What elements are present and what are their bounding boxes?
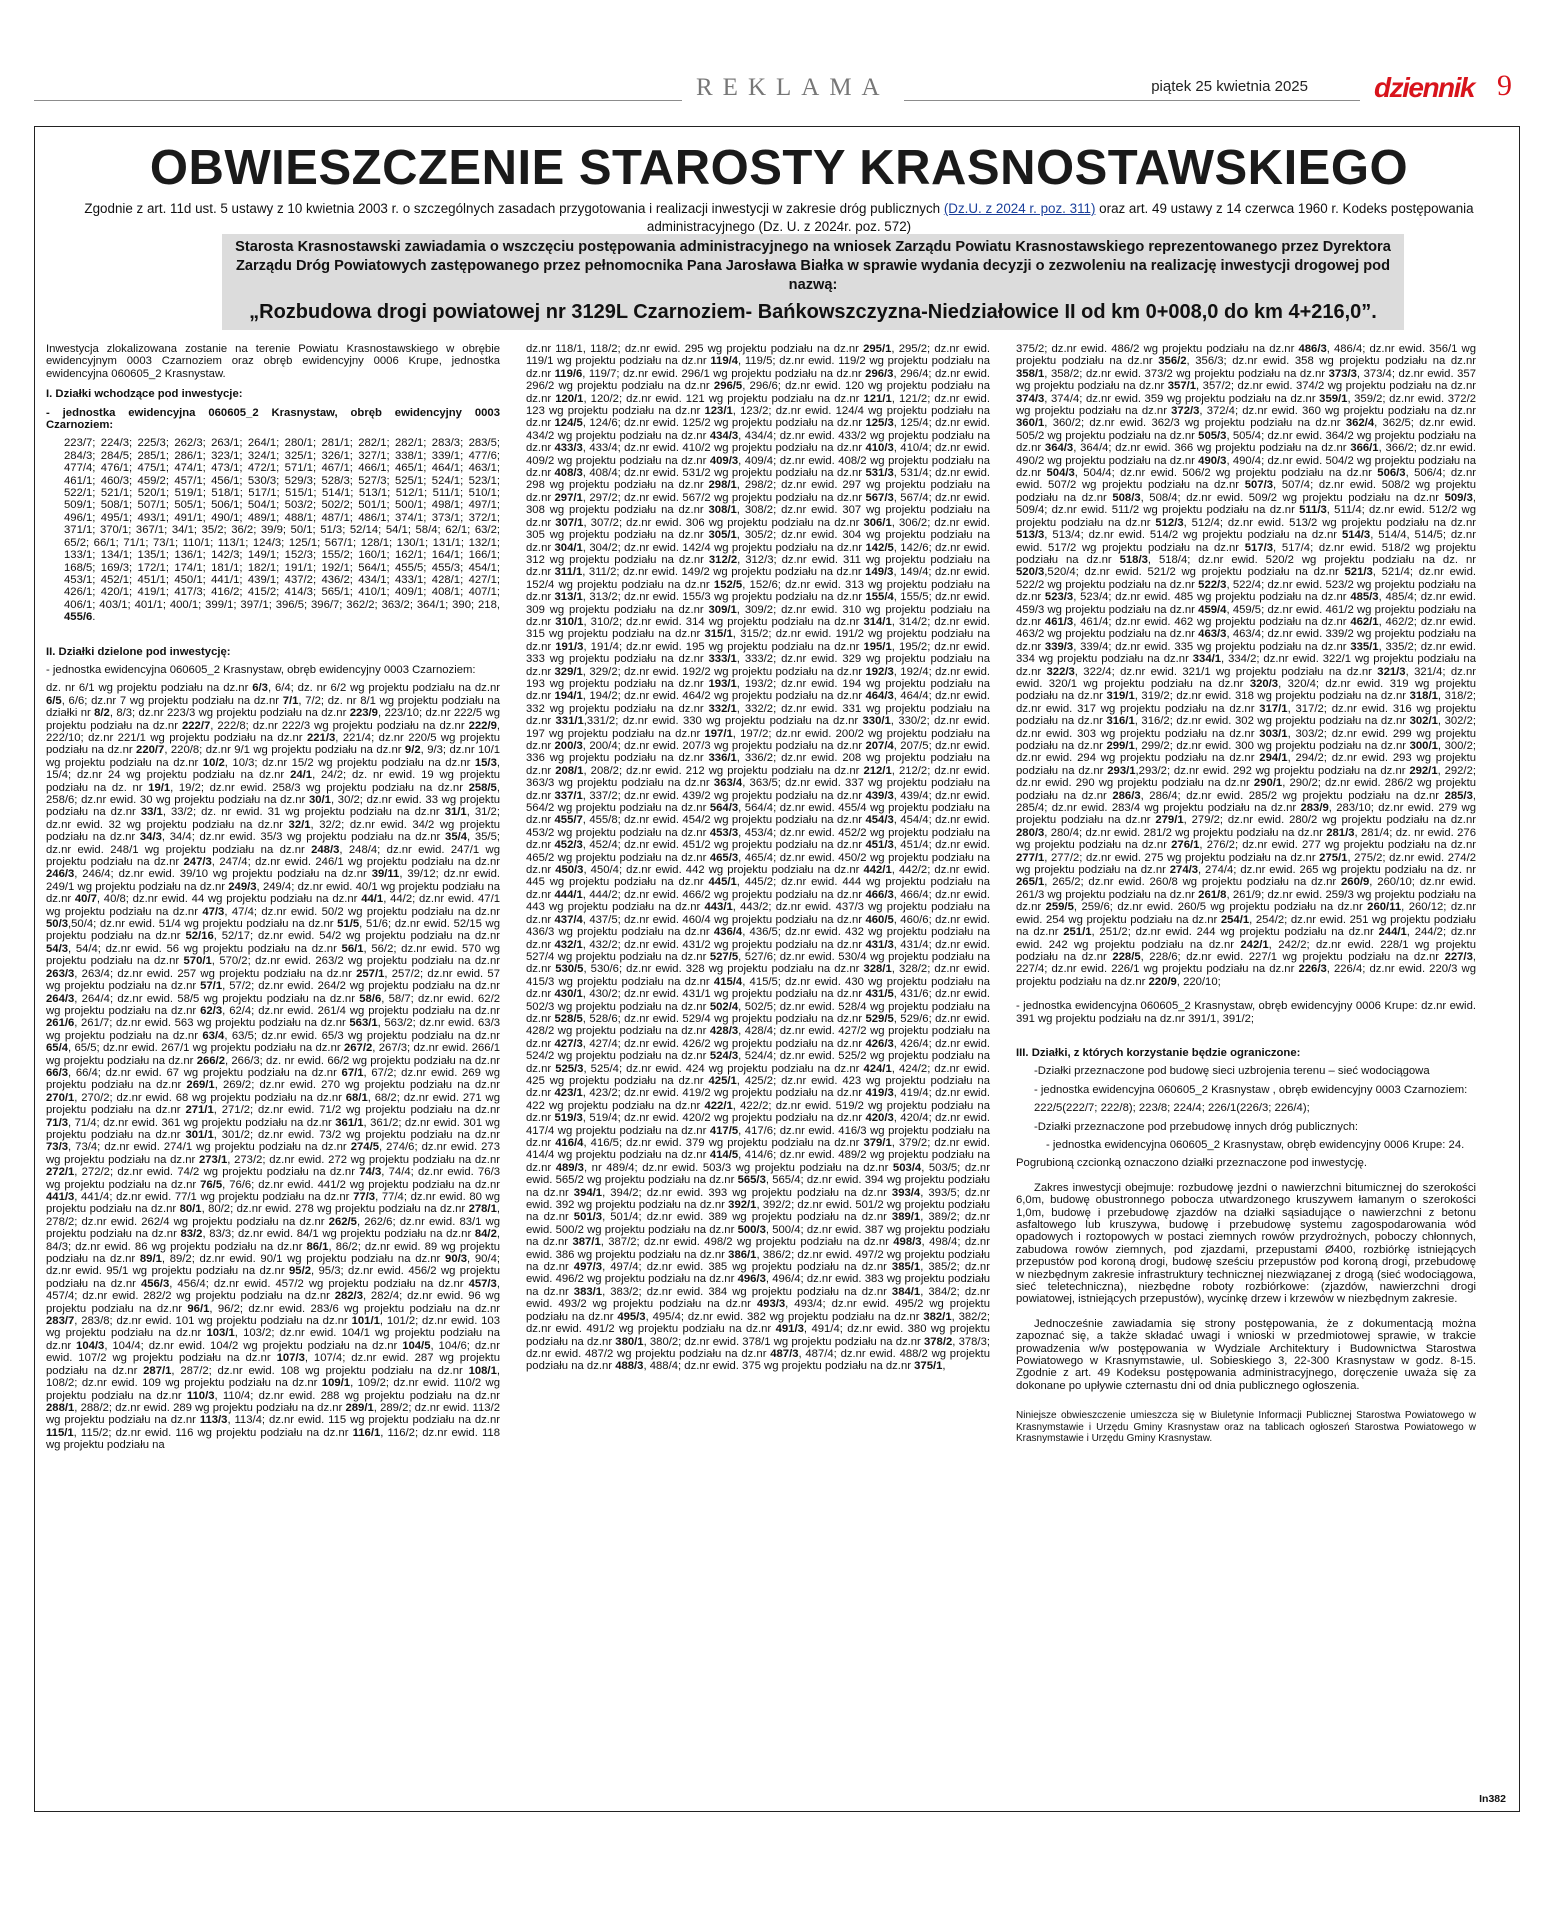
- section-label: REKLAMA: [682, 74, 904, 102]
- announcement-lead: Starosta Krasnostawski zawiadamia o wszczęciu postępowania administracyjnego na wniosek Zarządu Powiatu Krasnostawskiego reprezentowanego przez Dyrektora Zarządu Dróg Powiatowych zastępowanego przez pełnomocnika Pana Jarosława Białka w sprawie wydania decyzji o zezwoleniu na realizację inwestycji drogowej pod nazwą:: [235, 239, 1391, 293]
- announcement-box: [222, 234, 1404, 330]
- division-list-2: dz.nr 118/1, 118/2; dz.nr ewid. 295 wg projektu podziału na dz.nr 295/1, 295/2; dz.nr ewid. 119/1 wg projektu podziału na dz.nr 119/4, 119/5; dz.nr ewid. 119/2 wg projektu podziału na dz.nr 119/6, 119/7; dz.nr ewid. 296/1 wg projektu podziału na dz.nr 296/3, 296/4; dz.nr ewid. 296/2 wg projektu podziału na dz.nr 296/5, 296/6; dz.nr ewid. 120 wg projektu podziału na dz.nr 120/1, 120/2; dz.nr ewid. 121 wg projektu podziału na dz.nr 121/1, 121/2; dz.nr ewid. 123 wg projektu podziału na dz.nr 123/1, 123/2; dz.nr ewid. 124/4 wg projektu podziału na dz.nr 124/5, 124/6; dz.nr ewid. 125/2 wg projektu podziału na dz.nr 125/3, 125/4; dz.nr ewid. 434/2 wg projektu podziału na dz.nr 434/3, 434/4; dz.nr ewid. 433/2 wg projektu podziału na dz.nr 433/3, 433/4; dz.nr ewid. 410/2 wg projektu podziału na dz.nr 410/3, 410/4; dz.nr ewid. 409/2 wg projektu podziału na dz.nr 409/3, 409/4; dz.nr ewid. 408/2 wg projektu podziału na dz.nr 408/3, 408/4; dz.nr ewid. 531/2 wg projektu podziału na dz.nr 531/3, 531/4; dz.nr ewid. 298 wg projektu podziału na dz.nr 298/1, 298/2; dz.nr ewid. 297 wg projektu podziału na dz.nr 297/1, 297/2; dz.nr ewid. 567/2 wg projektu podziału na dz.nr 567/3, 567/4; dz.nr ewid. 308 wg projektu podziału na dz.nr 308/1, 308/2; dz.nr ewid. 307 wg projektu podziału na dz.nr 307/1, 307/2; dz.nr ewid. 306 wg projektu podziału na dz.nr 306/1, 306/2; dz.nr ewid. 305 wg projektu podziału na dz.nr 305/1, 305/2; dz.nr ewid. 304 wg projektu podziału na dz.nr 304/1, 304/2; dz.nr ewid. 142/4 wg projektu podziału na dz.nr 142/5, 142/6; dz.nr ewid. 312 wg projektu podziału na dz.nr 312/2, 312/3; dz.nr ewid. 311 wg projektu podziału na dz.nr 311/1, 311/2; dz.nr ewid. 149/2 wg projektu podziału na dz.nr 149/3, 149/4; dz.nr ewid. 152/4 wg projektu podziału na dz.nr 152/5, 152/6; dz.nr ewid. 313 wg projektu podziału na dz.nr 313/1, 313/2; dz.nr ewid. 155/3 wg projektu podziału na dz.nr 155/4, 155/5; dz.nr ewid. 309 wg projektu podziału na dz.nr 309/1, 309/2; dz.nr ewid. 310 wg projektu podziału na dz.nr 310/1, 310/2; dz.nr ewid. 314 wg projektu podziału na dz.nr 314/1, 314/2; dz.nr ewid. 315 wg projektu podziału na dz.nr 315/1, 315/2; dz.nr ewid. 191/2 wg projektu podziału na dz.nr 191/3, 191/4; dz.nr ewid. 195 wg projektu podziału na dz.nr 195/1, 195/2; dz.nr ewid. 333 wg projektu podziału na dz.nr 333/1, 333/2; dz.nr ewid. 329 wg projektu podziału na dz.nr 329/1, 329/2; dz.nr ewid. 192/2 wg projektu podziału na dz.nr 192/3, 192/4; dz.nr ewid. 193 wg projektu podziału na dz.nr 193/1, 193/2; dz.nr ewid. 194 wg projektu podziału na dz.nr 194/1, 194/2; dz.nr ewid. 464/2 wg projektu podziału na dz.nr 464/3, 464/4; dz.nr ewid. 332 wg projektu podziału na dz.nr 332/1, 332/2; dz.nr ewid. 331 wg projektu podziału na dz.nr 331/1,331/2; dz.nr ewid. 330 wg projektu podziału na dz.nr 330/1, 330/2; dz.nr ewid. 197 wg projektu podziału na dz.nr 197/1, 197/2; dz.nr ewid. 200/2 wg projektu podziału na dz.nr 200/3, 200/4; dz.nr ewid. 207/3 wg projektu podziału na dz.nr 207/4, 207/5; dz.nr ewid. 336 wg projektu podziału na dz.nr 336/1, 336/2; dz.nr ewid. 208 wg projektu podziału na dz.nr 208/1, 208/2; dz.nr ewid. 212 wg projektu podziału na dz.nr 212/1, 212/2; dz.nr ewid. 363/3 wg projektu podziału na dz.nr 363/4, 363/5; dz.nr ewid. 337 wg projektu podziału na dz.nr 337/1, 337/2; dz.nr ewid. 439/2 wg projektu podziału na dz.nr 439/3, 439/4; dz.nr ewid. 564/2 wg projektu podziału na dz.nr 564/3, 564/4; dz.nr ewid. 455/4 wg projektu podziału na dz.nr 455/7, 455/8; dz.nr ewid. 454/2 wg projektu podziału na dz.nr 454/3, 454/4; dz.nr ewid. 453/2 wg projektu podziału na dz.nr 453/3, 453/4; dz.nr ewid. 452/2 wg projektu podziału na dz.nr 452/3, 452/4; dz.nr ewid. 451/2 wg projektu podziału na dz.nr 451/3, 451/4; dz.nr ewid. 465/2 wg projektu podziału na dz.nr 465/3, 465/4; dz.nr ewid. 450/2 wg projektu podziału na dz.nr 450/3, 450/4; dz.nr ewid. 442 wg projektu podziału na dz.nr 442/1, 442/2; dz.nr ewid. 445 wg projektu podziału na dz.nr 445/1, 445/2; dz.nr ewid. 444 wg projektu podziału na dz.nr 444/1, 444/2; dz.nr ewid. 466/2 wg projektu podziału na dz.nr 466/3, 466/4; dz.nr ewid. 443 wg projektu podziału na dz.nr 443/1, 443/2; dz.nr ewid. 437/3 wg projektu podziału na dz.nr 437/4, 437/5; dz.nr ewid. 460/4 wg projektu podziału na dz.nr 460/5, 460/6; dz.nr ewid. 436/3 wg projektu podziału na dz.nr 436/4, 436/5; dz.nr ewid. 432 wg projektu podziału na dz.nr 432/1, 432/2; dz.nr ewid. 431/2 wg projektu podziału na dz.nr 431/3, 431/4; dz.nr ewid. 527/4 wg projektu podziału na dz.nr 527/5, 527/6; dz.nr ewid. 530/4 wg projektu podziału na dz.nr 530/5, 530/6; dz.nr ewid. 328 wg projektu podziału na dz.nr 328/1, 328/2; dz.nr ewid. 415/3 wg projektu podziału na dz.nr 415/4, 415/5; dz.nr ewid. 430 wg projektu podziału na dz.nr 430/1, 430/2; dz.nr ewid. 431/1 wg projektu podziału na dz.nr 431/5, 431/6; dz.nr ewid. 502/3 wg projektu podziału na dz.nr 502/4, 502/5; dz.nr ewid. 528/4 wg projektu podziału na dz.nr 528/5, 528/6; dz.nr ewid. 529/4 wg projektu podziału na dz.nr 529/5, 529/6; dz.nr ewid. 428/2 wg projektu podziału na dz.nr 428/3, 428/4; dz.nr ewid. 427/2 wg projektu podziału na dz.nr 427/3, 427/4; dz.nr ewid. 426/2 wg projektu podziału na dz.nr 426/3, 426/4; dz.nr ewid. 524/2 wg projektu podziału na dz.nr 524/3, 524/4; dz.nr ewid. 525/2 wg projektu podziału na dz.nr 525/3, 525/4; dz.nr ewid. 424 wg projektu podziału na dz.nr 424/1, 424/2; dz.nr ewid. 425 wg projektu podziału na dz.nr 425/1, 425/2; dz.nr ewid. 423 wg projektu podziału na dz.nr 423/1, 423/2; dz.nr ewid. 419/2 wg projektu podziału na dz.nr 419/3, 419/4; dz.nr ewid. 422 wg projektu podziału na dz.nr 422/1, 422/2; dz.nr ewid. 519/2 wg projektu podziału na dz.nr 519/3, 519/4; dz.nr ewid. 420/2 wg projektu podziału na dz.nr 420/3, 420/4; dz.nr ewid. 417/4 wg projektu podziału na dz.nr 417/5, 417/6; dz.nr ewid. 416/3 wg projektu podziału na dz.nr 416/4, 416/5; dz.nr ewid. 379 wg projektu podziału na dz.nr 379/1, 379/2; dz.nr ewid. 414/4 wg projektu podziału na dz.nr 414/5, 414/6; dz.nr ewid. 489/2 wg projektu podziału na dz.nr 489/3, nr 489/4; dz.nr ewid. 503/3 wg projektu podziału na dz.nr 503/4, 503/5; dz.nr ewid. 565/2 wg projektu podziału na dz.nr 565/3, 565/4; dz.nr ewid. 394 wg projektu podziału na dz.nr 394/1, 394/2; dz.nr ewid. 393 wg projektu podziału na dz.nr 393/4, 393/5; dz.nr ewid. 392 wg projektu podziału na dz.nr 392/1, 392/2; dz.nr ewid. 501/2 wg projektu podziału na dz.nr 501/3, 501/4; dz.nr ewid. 389 wg projektu podziału na dz.nr 389/1, 389/2; dz.nr ewid. 500/2 wg projektu podziału na dz.nr 500/3, 500/4; dz.nr ewid. 387 wg projektu podziału na dz.nr 387/1, 387/2; dz.nr ewid. 498/2 wg projektu podziału na dz.nr 498/3, 498/4; dz.nr ewid. 386 wg projektu podziału na dz.nr 386/1, 386/2; dz.nr ewid. 497/2 wg projektu podziału na dz.nr 497/3, 497/4; dz.nr ewid. 385 wg projektu podziału na dz.nr 385/1, 385/2; dz.nr ewid. 496/2 wg projektu podziału na dz.nr 496/3, 496/4; dz.nr ewid. 383 wg projektu podziału na dz.nr 383/1, 383/2; dz.nr ewid. 384 wg projektu podziału na dz.nr 384/1, 384/2; dz.nr ewid. 493/2 wg projektu podziału na dz.nr 493/3, 493/4; dz.nr ewid. 495/2 wg projektu podziału na dz.nr 495/3, 495/4; dz.nr ewid. 382 wg projektu podziału na dz.nr 382/1, 382/2; dz.nr ewid. 491/2 wg projektu podziału na dz.nr 491/3, 491/4; dz.nr ewid. 380 wg projektu podziału na dz.nr 380/1, 380/2; dz.nr ewid. 378/1 wg projektu podziału na dz.nr 378/2, 378/3; dz.nr ewid. 487/2 wg projektu podziału na dz.nr 487/3, 487/4; dz.nr ewid. 488/2 wg projektu podziału na dz.nr 488/3, 488/4; dz.nr ewid. 375 wg projektu podziału na dz.nr 375/1,: [526, 343, 991, 1373]
- page-header: [34, 70, 1520, 116]
- notify-paragraph: Jednocześnie zawiadamia się strony postępowania, że z dokumentacją można zapoznać się, a także składać uwagi i wnioski w przedmiotowej sprawie, w trakcie prowadzenia w/w postępowania w Wydziale Architektury i Budownictwa Starostwa Powiatowego w Krasnymstawie, ul. Sobieskiego 3, 22-300 Krasnystaw w godz. 8-15. Zgodnie z art. 49 Kodeksu postępowania administracyjnego, doręczenie uważa się za dokonane po upływie czternastu dni od dnia publicznego ogłoszenia.: [1016, 1317, 1476, 1392]
- parcel-list-end: .: [92, 611, 96, 624]
- intro-paragraph: Inwestycja zlokalizowana zostanie na terenie Powiatu Krasnostawskiego w obrębie ewidencyjnym 0003 Czarnoziem oraz obręb ewidencyjny 0006 Krupe, jednostka ewidencyjna 060605_2 Krasnystaw.: [46, 343, 500, 380]
- section-1-parcels: [46, 437, 500, 623]
- section-1-heading: I. Działki wchodzące pod inwestycje:: [46, 388, 243, 401]
- column-3: [1016, 343, 1476, 1445]
- legal-basis: [64, 200, 1494, 236]
- section-3-parcels: 222/5(222/7; 222/8); 223/8; 224/4; 226/1(226/3; 226/4);: [1034, 1102, 1310, 1115]
- section-3-heading: III. Działki, z których korzystanie będzie ograniczone:: [1016, 1046, 1301, 1059]
- legal-basis-text-2: oraz art. 49 ustawy z 14 czerwca 1960 r. Kodeks postępowania administracyjnego (Dz. U. z 2024r. poz. 572): [646, 201, 1474, 234]
- page-number: 9: [1497, 69, 1512, 102]
- section-1-unit: - jednostka ewidencyjna 060605_2 Krasnystaw, obręb ewidencyjny 0003 Czarnoziem:: [46, 406, 500, 432]
- section-2-unit: - jednostka ewidencyjna 060605_2 Krasnystaw, obręb ewidencyjny 0003 Czarnoziem:: [46, 663, 476, 676]
- bold-note: Pogrubioną czcionką oznaczono działki przeznaczone pod inwestycję.: [1016, 1157, 1368, 1170]
- section-3-unit: - jednostka ewidencyjna 060605_2 Krasnystaw , obręb ewidencyjny 0003 Czarnoziem:: [1034, 1083, 1468, 1096]
- investment-name: „Rozbudowa drogi powiatowej nr 3129L Czarnoziem- Bańkowszczyzna-Niedziałowice II od km 0+008,0 do km 4+216,0”.: [249, 301, 1377, 323]
- publication-note: Niniejsze obwieszczenie umieszcza się w Biuletynie Informacji Publicznej Starostwa Powiatowego w Krasnymstawie i Urzędu Gminy Krasnystaw oraz na tablicach ogłoszeń Starostwa Powiatowego w Krasnymstawie i Urzędu Gminy Krasnystaw.: [1016, 1410, 1476, 1445]
- legal-basis-link[interactable]: (Dz.U. z 2024 r. poz. 311): [943, 201, 1096, 216]
- section-3-krupe: - jednostka ewidencyjna 060605_2 Krasnystaw, obręb ewidencyjny 0006 Krupe: 24.: [1046, 1138, 1465, 1151]
- newspaper-logo: dziennik: [1373, 72, 1474, 103]
- scope-paragraph: Zakres inwestycji obejmuje: rozbudowę jezdni o nawierzchni bitumicznej do szerokości 6,0m, budowę obustronnego pobocza utwardzonego kruszywem łamanym o szerokości 1,0m, budowę i przebudowę zjazdów na działki sąsiadujące o nawierzchni z betonu asfaltowego lub kruszywa, budowę i przebudowę systemu zagospodarowania wód opadowych i roztopowych w postaci ziemnych rowów przydrożnych, poboczy chłonnych, zabudowa rowów ziemnych, pod zjazdami, przepustami Ø400, rozbiórkę istniejących przepustów pod koroną drogi, budowę sześciu przepustów pod koroną drogi, przebudowę w niezbędnym zakresie infrastruktury technicznej niezwiązanej z drogą (sieć wodociągowa, sieć teletechniczna), niezbędne roboty rozbiórkowe: (zjazdów, nawierzchni drogi powiatowej, istniejących przepustów), wycinkę drzew i krzewów w niezbędnym zakresie.: [1016, 1181, 1476, 1306]
- column-1: [46, 343, 500, 1452]
- section-3-water: -Działki przeznaczone pod budowę sieci uzbrojenia terenu – sieć wodociągowa: [1034, 1065, 1430, 1078]
- issue-date: piątek 25 kwietnia 2025: [1151, 78, 1308, 95]
- column-2: [526, 343, 990, 1373]
- section-2-heading: II. Działki dzielone pod inwestycję:: [46, 645, 231, 658]
- parcel-list: 223/7; 224/3; 225/3; 262/3; 263/1; 264/1; 280/1; 281/1; 282/1; 282/1; 283/3; 283/5; 284/3; 284/5; 285/1; 286/1; 323/1; 324/1; 325/1; 326/1; 327/1; 338/1; 339/1; 477/6; 477/4; 476/1; 475/1; 474/1; 473/1; 472/1; 571/1; 467/1; 466/1; 465/1; 464/1; 463/1; 461/1; 460/3; 459/2; 457/1; 456/1; 530/3; 529/3; 528/3; 527/3; 525/1; 524/1; 523/1; 522/1; 521/1; 520/1; 519/1; 518/1; 517/1; 515/1; 514/1; 513/1; 512/1; 511/1; 510/1; 509/1; 508/1; 507/1; 505/1; 506/1; 504/1; 503/2; 502/2; 501/1; 500/1; 498/1; 497/1; 496/1; 495/1; 493/1; 491/1; 490/1; 489/1; 488/1; 487/1; 486/1; 374/1; 373/1; 372/1; 371/1; 370/1; 367/1; 34/1; 35/2; 36/2; 39/9; 50/1; 51/3; 52/14; 54/1; 58/4; 62/1; 63/2; 65/2; 66/1; 71/1; 73/1; 110/1; 113/1; 124/3; 125/1; 567/1; 128/1; 130/1; 131/1; 132/1; 133/1; 134/1; 135/1; 136/1; 142/3; 149/1; 152/3; 155/2; 160/1; 162/1; 164/1; 166/1; 168/5; 169/3; 172/1; 174/1; 181/1; 182/1; 191/1; 192/1; 564/1; 455/5; 455/3; 454/1; 453/1; 452/1; 451/1; 450/1; 441/1; 439/1; 437/2; 436/2; 434/1; 433/1; 428/1; 427/1; 426/1; 420/1; 419/1; 417/3; 416/2; 415/2; 414/3; 565/1; 410/1; 409/1; 408/1; 407/1; 406/1; 403/1; 401/1; 400/1; 399/1; 397/1; 396/5; 396/7; 362/2; 363/2; 364/1; 390; 218,: [64, 437, 500, 611]
- ad-code: In382: [1479, 1793, 1506, 1805]
- notice-title: OBWIESZCZENIE STAROSTY KRASNOSTAWSKIEGO: [149, 141, 1409, 195]
- legal-basis-text: Zgodnie z art. 11d ust. 5 ustawy z 10 kwietnia 2003 r. o szczególnych zasadach przygotowania i realizacji inwestycji w zakresie dróg publicznych: [84, 201, 944, 216]
- krupe-unit: - jednostka ewidencyjna 060605_2 Krasnystaw, obręb ewidencyjny 0006 Krupe: dz.nr ewid. 391 wg projektu podziału na dz.nr 391/1, 391/2;: [1016, 1000, 1476, 1025]
- parcel-list-last: 455/6: [64, 611, 93, 624]
- section-3-roads: -Działki przeznaczone pod przebudowę innych dróg publicznych:: [1034, 1120, 1359, 1133]
- division-list-3: 375/2; dz.nr ewid. 486/2 wg projektu podziału na dz.nr 486/3, 486/4; dz.nr ewid. 356/1 wg projektu podziału na dz.nr 356/2, 356/3; dz.nr ewid. 358 wg projektu podziału na dz.nr 358/1, 358/2; dz.nr ewid. 373/2 wg projektu podziału na dz.nr 373/3, 373/4; dz.nr ewid. 357 wg projektu podziału na dz.nr 357/1, 357/2; dz.nr ewid. 374/2 wg projektu podziału na dz.nr 374/3, 374/4; dz.nr ewid. 359 wg projektu podziału na dz.nr 359/1, 359/2; dz.nr ewid. 372/2 wg projektu podziału na dz.nr 372/3, 372/4; dz.nr ewid. 360 wg projektu podziału na dz.nr 360/1, 360/2; dz.nr ewid. 362/3 wg projektu podziału na dz.nr 362/4, 362/5; dz.nr ewid. 505/2 wg projektu podziału na dz.nr 505/3, 505/4; dz.nr ewid. 364/2 wg projektu podziału na dz.nr 364/3, 364/4; dz.nr ewid. 366 wg projektu podziału na dz.nr 366/1, 366/2; dz.nr ewid. 490/2 wg projektu podziału na dz.nr 490/3, 490/4; dz.nr ewid. 504/2 wg projektu podziału na dz.nr 504/3, 504/4; dz.nr ewid. 506/2 wg projektu podziału na dz.nr 506/3, 506/4; dz.nr ewid. 507/2 wg projektu podziału na dz.nr 507/3, 507/4; dz.nr ewid. 508/2 wg projektu podziału na dz.nr 508/3, 508/4; dz.nr ewid. 509/2 wg projektu podziału na dz.nr 509/3, 509/4; dz.nr ewid. 511/2 wg projektu podziału na dz.nr 511/3, 511/4; dz.nr ewid. 512/2 wg projektu podziału na dz.nr 512/3, 512/4; dz.nr ewid. 513/2 wg projektu podziału na dz.nr 513/3, 513/4; dz.nr ewid. 514/2 wg projektu podziału na dz.nr 514/3, 514/4, 514/5; dz.nr ewid. 517/2 wg projektu podziału na dz.nr 517/3, 517/4; dz.nr ewid. 518/2 wg projektu podziału na dz.nr 518/3, 518/4; dz.nr ewid. 520/2 wg projektu podziału na dz. nr 520/3,520/4; dz.nr ewid. 521/2 wg projektu podziału na dz.nr 521/3, 521/4; dz.nr ewid. 522/2 wg projektu podziału na dz.nr 522/3, 522/4; dz.nr ewid. 523/2 wg projektu podziału na dz.nr 523/3, 523/4; dz.nr ewid. 485 wg projektu podziału na dz.nr 485/3, 485/4; dz.nr ewid. 459/3 wg projektu podziału na dz.nr 459/4, 459/5; dz.nr ewid. 461/2 wg projektu podziału na dz.nr 461/3, 461/4; dz.nr ewid. 462 wg projektu podziału na dz.nr 462/1, 462/2; dz.nr ewid. 463/2 wg projektu podziału na dz.nr 463/3, 463/4; dz.nr ewid. 339/2 wg projektu podziału na dz.nr 339/3, 339/4; dz.nr ewid. 335 wg projektu podziału na dz.nr 335/1, 335/2; dz.nr ewid. 334 wg projektu podziału na dz.nr 334/1, 334/2; dz.nr ewid. 322/1 wg projektu podziału na dz.nr 322/3, 322/4; dz.nr ewid. 321/1 wg projektu podziału na dz.nr 321/3, 321/4; dz.nr ewid. 320/1 wg projektu podziału na dz.nr 320/3, 320/4; dz.nr ewid. 319 wg projektu podziału na dz.nr 319/1, 319/2; dz.nr ewid. 318 wg projektu podziału na dz.nr 318/1, 318/2; dz.nr ewid. 317 wg projektu podziału na dz.nr 317/1, 317/2; dz.nr ewid. 316 wg projektu podziału na dz.nr 316/1, 316/2; dz.nr ewid. 302 wg projektu podziału na dz.nr 302/1, 302/2; dz.nr ewid. 303 wg projektu podziału na dz.nr 303/1, 303/2; dz.nr ewid. 299 wg projektu podziału na dz.nr 299/1, 299/2; dz.nr ewid. 300 wg projektu podziału na dz.nr 300/1, 300/2; dz.nr ewid. 294 wg projektu podziału na dz.nr 294/1, 294/2; dz.nr ewid. 293 wg projektu podziału na dz.nr 293/1,293/2; dz.nr ewid. 292 wg projektu podziału na dz.nr 292/1, 292/2; dz.nr ewid. 290 wg projektu podziału na dz.nr 290/1, 290/2; dz.nr ewid. 286/2 wg projektu podziału na dz.nr 286/3, 286/4; dz.nr ewid. 285/2 wg projektu podziału na dz.nr 285/3, 285/4; dz.nr ewid. 283/4 wg projektu podziału na dz.nr 283/9, 283/10; dz.nr ewid. 279 wg projektu podziału na dz.nr 279/1, 279/2; dz.nr ewid. 280/2 wg projektu podziału na dz.nr 280/3, 280/4; dz.nr ewid. 281/2 wg projektu podziału na dz.nr 281/3, 281/4; dz. nr ewid. 276 wg projektu podziału na dz.nr 276/1, 276/2; dz.nr ewid. 277 wg projektu podziału na dz.nr 277/1, 277/2; dz.nr ewid. 275 wg projektu podziału na dz.nr 275/1, 275/2; dz.nr ewid. 274/2 wg projektu podziału na dz.nr 274/3, 274/4; dz.nr ewid. 265 wg projektu podziału na dz. nr 265/1, 265/2; dz.nr ewid. 260/8 wg projektu podziału na dz.nr 260/9, 260/10; dz.nr ewid. 261/3 wg projektu podziału na dz.nr 261/8, 261/9; dz.nr ewid. 259/3 wg projektu podziału na dz.nr 259/5, 259/6; dz.nr ewid. 260/5 wg projektu podziału na dz.nr 260/11, 260/12; dz.nr ewid. 254 wg projektu podziału na dz.nr 254/1, 254/2; dz.nr ewid. 251 wg projektu podziału na dz.nr 251/1, 251/2; dz.nr ewid. 244 wg projektu podziału na dz.nr 244/1, 244/2; dz.nr ewid. 242 wg projektu podziału na dz.nr 242/1, 242/2; dz.nr ewid. 228/1 wg projektu podziału na dz.nr 228/5, 228/6; dz.nr ewid. 227/1 wg projektu podziału na dz.nr 227/3, 227/4; dz.nr ewid. 226/1 wg projektu podziału na dz.nr 226/3, 226/4; dz.nr ewid. 220/3 wg projektu podziału na dz.nr 220/9, 220/10;: [1016, 343, 1477, 988]
- division-list-1: dz. nr 6/1 wg projektu podziału na dz.nr 6/3, 6/4; dz. nr 6/2 wg projektu podziału na dz.nr 6/5, 6/6; dz.nr 7 wg projektu podziału na dz.nr 7/1, 7/2; dz. nr 8/1 wg projektu podziału na działki nr 8/2, 8/3; dz.nr 223/3 wg projektu podziału na dz.nr 223/9, 223/10; dz.nr 222/5 wg projektu podziału na dz.nr 222/7, 222/8; dz.nr 222/3 wg projektu podziału na dz.nr 222/9, 222/10; dz.nr 221/1 wg projektu podziału na dz.nr 221/3, 221/4; dz.nr 220/5 wg projektu podziału na dz.nr 220/7, 220/8; dz.nr 9/1 wg projektu podziału na dz.nr 9/2, 9/3; dz.nr 10/1 wg projektu podziału na dz.nr 10/2, 10/3; dz.nr 15/2 wg projektu podziału na dz.nr 15/3, 15/4; dz.nr 24 wg projektu podziału na dz.nr 24/1, 24/2; dz. nr ewid. 19 wg projektu podziału na dz. nr 19/1, 19/2; dz.nr ewid. 258/3 wg projektu podziału na dz.nr 258/5, 258/6; dz.nr ewid. 30 wg projektu podziału na dz.nr 30/1, 30/2; dz.nr ewid. 33 wg projektu podziału na dz.nr 33/1, 33/2; dz. nr ewid. 31 wg projektu podziału na dz.nr 31/1, 31/2; dz.nr ewid. 32 wg projektu podziału na dz.nr 32/1, 32/2; dz.nr ewid. 34/2 wg projektu podziału na dz.nr 34/3, 34/4; dz.nr ewid. 35/3 wg projektu podziału na dz.nr 35/4, 35/5; dz.nr ewid. 248/1 wg projektu podziału na dz.nr 248/3, 248/4; dz.nr ewid. 247/1 wg projektu podziału na dz.nr 247/3, 247/4; dz.nr ewid. 246/1 wg projektu podziału na dz.nr 246/3, 246/4; dz.nr ewid. 39/10 wg projektu podziału na dz.nr 39/11, 39/12; dz.nr ewid. 249/1 wg projektu podziału na dz.nr 249/3, 249/4; dz.nr ewid. 40/1 wg projektu podziału na dz.nr 40/7, 40/8; dz.nr ewid. 44 wg projektu podziału na dz.nr 44/1, 44/2; dz.nr ewid. 47/1 wg projektu podziału na dz.nr 47/3, 47/4; dz.nr ewid. 50/2 wg projektu podziału na dz.nr 50/3,50/4; dz.nr ewid. 51/4 wg projektu podziału na dz.nr 51/5, 51/6; dz.nr ewid. 52/15 wg projektu podziału na dz.nr 52/16, 52/17; dz.nr ewid. 54/2 wg projektu podziału na dz.nr 54/3, 54/4; dz.nr ewid. 56 wg projektu podziału na dz.nr 56/1, 56/2; dz.nr ewid. 570 wg projektu podziału na dz.nr 570/1, 570/2; dz.nr ewid. 263/2 wg projektu podziału na dz.nr 263/3, 263/4; dz.nr ewid. 257 wg projektu podziału na dz.nr 257/1, 257/2; dz.nr ewid. 57 wg projektu podziału na dz.nr 57/1, 57/2; dz.nr ewid. 264/2 wg projektu podziału na dz.nr 264/3, 264/4; dz.nr ewid. 58/5 wg projektu podziału na dz.nr 58/6, 58/7; dz.nr ewid. 62/2 wg projektu podziału na dz.nr 62/3, 62/4; dz.nr ewid. 261/4 wg projektu podziału na dz.nr 261/6, 261/7; dz.nr ewid. 563 wg projektu podziału na dz.nr 563/1, 563/2; dz.nr ewid. 63/3 wg projektu podziału na dz.nr 63/4, 63/5; dz.nr ewid. 65/3 wg projektu podziału na dz.nr 65/4, 65/5; dz.nr ewid. 267/1 wg projektu podziału na dz.nr 267/2, 267/3; dz.nr ewid. 266/1 wg projektu podziału na dz.nr 266/2, 266/3; dz. nr ewid. 66/2 wg projektu podziału na dz.nr 66/3, 66/4; dz.nr ewid. 67 wg projektu podziału na dz.nr 67/1, 67/2; dz.nr ewid. 269 wg projektu podziału na dz.nr 269/1, 269/2; dz.nr ewid. 270 wg projektu podziału na dz.nr 270/1, 270/2; dz.nr ewid. 68 wg projektu podziału na dz.nr 68/1, 68/2; dz.nr ewid. 271 wg projektu podziału na dz.nr 271/1, 271/2; dz.nr ewid. 71/2 wg projektu podziału na dz.nr 71/3, 71/4; dz.nr ewid. 361 wg projektu podziału na dz.nr 361/1, 361/2; dz.nr ewid. 301 wg projektu podziału na dz.nr 301/1, 301/2; dz.nr ewid. 73/2 wg projektu podziału na dz.nr 73/3, 73/4; dz.nr ewid. 274/1 wg projektu podziału na dz.nr 274/5, 274/6; dz.nr ewid. 273 wg projektu podziału na dz.nr 273/1, 273/2; dz.nr ewid. 272 wg projektu podziału na dz.nr 272/1, 272/2; dz.nr ewid. 74/2 wg projektu podziału na dz.nr 74/3, 74/4; dz.nr ewid. 76/3 wg projektu podziału na dz.nr 76/5, 76/6; dz.nr ewid. 441/2 wg projektu podziału na dz.nr 441/3, 441/4; dz.nr ewid. 77/1 wg projektu podziału na dz.nr 77/3, 77/4; dz.nr ewid. 80 wg projektu podziału na dz.nr 80/1, 80/2; dz.nr ewid. 278 wg projektu podziału na dz.nr 278/1, 278/2; dz.nr ewid. 262/4 wg projektu podziału na dz.nr 262/5, 262/6; dz.nr ewid. 83/1 wg projektu podziału na dz.nr 83/2, 83/3; dz.nr ewid. 84/1 wg projektu podziału na dz.nr 84/2, 84/3; dz.nr ewid. 86 wg projektu podziału na dz.nr 86/1, 86/2; dz.nr ewid. 89 wg projektu podziału na dz.nr 89/1, 89/2; dz.nr ewid. 90/1 wg projektu podziału na dz.nr 90/3, 90/4; dz.nr ewid. 95/1 wg projektu podziału na dz.nr 95/2, 95/3; dz.nr ewid. 456/2 wg projektu podziału na dz.nr 456/3, 456/4; dz.nr ewid. 457/2 wg projektu podziału na dz.nr 457/3, 457/4; dz.nr ewid. 282/2 wg projektu podziału na dz.nr 282/3, 282/4; dz.nr ewid. 96 wg projektu podziału na dz.nr 96/1, 96/2; dz.nr ewid. 283/6 wg projektu podziału na dz.nr 283/7, 283/8; dz.nr ewid. 101 wg projektu podziału na dz.nr 101/1, 101/2; dz.nr ewid. 103 wg projektu podziału na dz.nr 103/1, 103/2; dz.nr ewid. 104/1 wg projektu podziału na dz.nr 104/3, 104/4; dz.nr ewid. 104/2 wg projektu podziału na dz.nr 104/5, 104/6; dz.nr ewid. 107/2 wg projektu podziału na dz.nr 107/3, 107/4; dz.nr ewid. 287 wg projektu podziału na dz.nr 287/1, 287/2; dz.nr ewid. 108 wg projektu podziału na dz.nr 108/1, 108/2; dz.nr ewid. 109 wg projektu podziału na dz.nr 109/1, 109/2; dz.nr ewid. 110/2 wg projektu podziału na dz.nr 110/3, 110/4; dz.nr ewid. 288 wg projektu podziału na dz.nr 288/1, 288/2; dz.nr ewid. 289 wg projektu podziału na dz.nr 289/1, 289/2; dz.nr ewid. 113/2 wg projektu podziału na dz.nr 113/3, 113/4; dz.nr ewid. 115 wg projektu podziału na dz.nr 115/1, 115/2; dz.nr ewid. 116 wg projektu podziału na dz.nr 116/1, 116/2; dz.nr ewid. 118 wg projektu podziału na: [46, 682, 501, 1452]
